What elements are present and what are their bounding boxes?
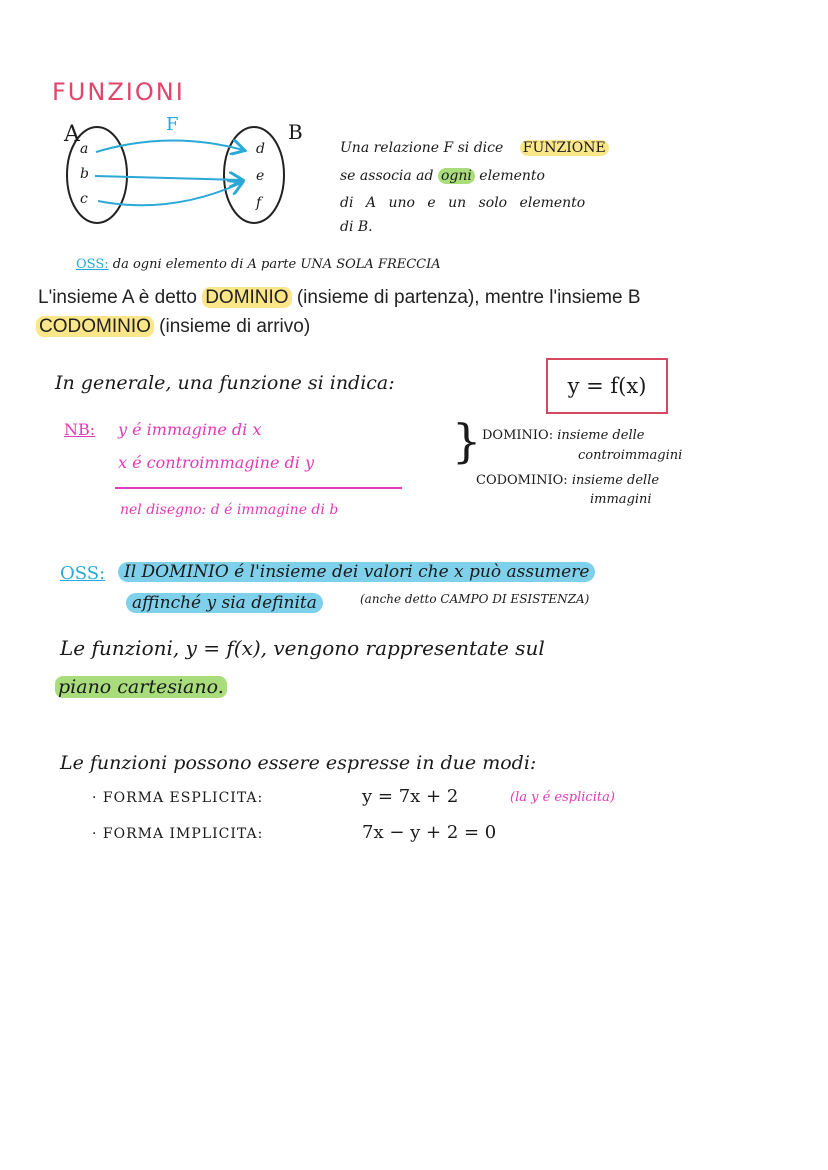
nb-line-3: nel disegno: d é immagine di b (120, 502, 339, 518)
definition-text: Una relazione F si dice (340, 140, 504, 156)
definition-text: se associa ad (340, 168, 434, 184)
typed-line-1 (38, 287, 641, 309)
codominio-label: CODOMINIO: (476, 473, 568, 488)
formula-box: y = f(x) (546, 358, 668, 414)
definition-text: elemento (479, 168, 545, 184)
explicit-note: (la y é esplicita) (510, 790, 615, 805)
typed-text: L'insieme A è detto (38, 287, 203, 308)
implicit-equation: 7x − y + 2 = 0 (362, 822, 497, 843)
definition-line3: di A uno e un solo elemento (340, 195, 586, 211)
element-f: f (256, 195, 262, 211)
typed-text: (insieme di partenza), mentre l'insieme B (291, 287, 641, 308)
codominio-highlight: CODOMINIO (36, 316, 154, 337)
element-e: e (256, 168, 265, 184)
forms-intro: Le funzioni possono essere espresse in due modi: (60, 752, 537, 774)
oss2-label: OSS: (60, 563, 106, 584)
typed-line-2 (36, 316, 310, 338)
dominio-highlight: DOMINIO (202, 287, 291, 308)
typed-text: (insieme di arrivo) (153, 316, 311, 337)
nb-line-1: y é immagine di x (118, 420, 262, 439)
oss2-note: (anche detto CAMPO DI ESISTENZA) (360, 592, 590, 606)
oss2-line-2 (126, 593, 323, 613)
oss-note-1 (76, 257, 441, 272)
oss-label: OSS: (76, 257, 109, 272)
arrow-c-e (98, 183, 241, 205)
page-title: FUNZIONI (52, 78, 185, 106)
implicit-label: · FORMA IMPLICITA: (92, 826, 264, 842)
dominio-label: DOMINIO: (482, 428, 554, 443)
set-b-label: B (288, 120, 303, 144)
oss2-highlight-1: Il DOMINIO é l'insieme dei valori che x può assumere (118, 562, 595, 582)
dominio-text: insieme delle (557, 428, 645, 443)
definition-line1 (340, 140, 609, 156)
arrow-b-e (95, 176, 241, 180)
function-diagram (0, 0, 828, 260)
definition-line2 (340, 168, 545, 184)
definition-line4: di B. (340, 219, 373, 235)
element-c: c (80, 191, 88, 207)
cartesian-line-1: Le funzioni, y = f(x), vengono rappresentate sul (60, 636, 545, 660)
general-text: In generale, una funzione si indica: (55, 372, 395, 394)
oss2-line-1 (118, 562, 595, 582)
codominio-text: insieme delle (571, 473, 660, 488)
cartesian-highlight: piano cartesiano. (55, 676, 227, 698)
explicit-label: · FORMA ESPLICITA: (92, 790, 264, 806)
brace-icon: } (452, 414, 482, 468)
oss2-highlight-2: affinché y sia definita (126, 593, 323, 613)
explicit-equation: y = 7x + 2 (362, 786, 459, 807)
function-label: F (166, 114, 179, 135)
set-a-label: A (64, 122, 80, 147)
element-b: b (80, 166, 89, 182)
ogni-highlight: ogni (438, 168, 475, 184)
oss-text: da ogni elemento di A parte UNA SOLA FRECCIA (112, 257, 441, 272)
codominio-def-2: immagini (590, 492, 652, 507)
nb-label: NB: (64, 420, 96, 439)
nb-line-2: x é controimmagine di y (118, 453, 314, 472)
element-d: d (256, 141, 265, 157)
dominio-def (482, 428, 644, 443)
codominio-def (476, 473, 659, 488)
element-a: a (80, 141, 89, 157)
set-b-ellipse (224, 127, 284, 223)
nb-divider (115, 487, 402, 489)
funzione-highlight: FUNZIONE (520, 140, 609, 156)
dominio-def-2: controimmagini (578, 448, 683, 463)
